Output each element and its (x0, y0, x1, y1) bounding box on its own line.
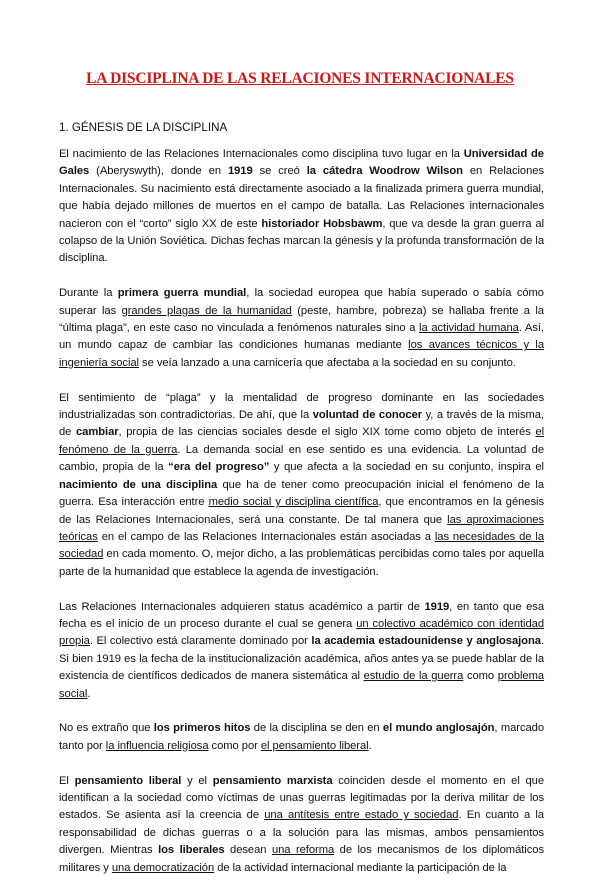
bold-text: pensamiento liberal (74, 774, 182, 787)
text-run: . Si bien 1919 es la fecha de la institucionalización académica, años antes ya se puede hablar de la existencia de científicos dedicados de manera sistemática al (59, 635, 544, 683)
bold-text: 1919 (227, 165, 253, 178)
underlined-text: una democratización (111, 861, 215, 874)
text-run: y que afecta a la sociedad en su conjunto, inspira el (269, 461, 544, 474)
underlined-text: los avances técnicos y la ingeniería social (59, 339, 544, 369)
text-run: El sentimiento de “plaga” y la mentalidad de progreso dominante en las sociedades industrializadas son contradictorias. De ahí, que la (59, 391, 544, 422)
underlined-text: la influencia religiosa (105, 739, 209, 752)
text-run: de los mecanismos de los diplomáticos militares y (59, 844, 544, 874)
text-run: . (368, 739, 372, 752)
bold-text: los primeros hitos (153, 722, 251, 735)
text-run: (Aberyswyth), donde en (89, 165, 228, 178)
bold-text: cambiar (75, 426, 119, 439)
underlined-text: estudio de la guerra (363, 670, 464, 683)
paragraph (59, 146, 544, 268)
text-run: de la actividad internacional mediante la participación de la (214, 861, 507, 874)
bold-text: los liberales (158, 844, 225, 857)
text-run: (peste, hambre, pobreza) se hallaba frente a la “última plaga”, en este caso no vinculada a fenómenos naturales sino a (59, 304, 544, 335)
text-run: , que encontramos en la génesis de las Relaciones Internacionales, será una constante. De tal manera que (59, 496, 544, 526)
underlined-text: grandes plagas de la humanidad (121, 304, 292, 317)
bold-text: Universidad de Gales (59, 148, 544, 178)
text-run: en cada momento. O, mejor dicho, a las problemáticas percibidas como tales por aquella parte de la humanidad que establece la agenda de investigación. (59, 548, 544, 578)
text-run: se veía lanzado a una carnicería que afectaba a la sociedad en su conjunto. (139, 356, 516, 369)
bold-text: la academia estadounidense y anglosajona (311, 635, 541, 648)
text-run: en el campo de las Relaciones Internacionales están asociadas a (97, 530, 435, 543)
text-run: No es extraño que (59, 722, 154, 735)
text-run: Las Relaciones Internacionales adquieren status académico a partir de (59, 600, 425, 613)
text-run: en Relaciones Internacionales. Su nacimiento está directamente asociado a la finalizada primera guerra mundial, que había dejado millones de muertos en el campo de batalla. Las Relaciones internacionales nacieron con el “corto” siglo XX de este (59, 165, 544, 230)
text-run: coinciden desde el momento en el que identifican a la sociedad como víctimas de unas guerras legitimadas por la deriva militar de los estados. Se asienta así la creencia de (59, 774, 545, 822)
underlined-text: las necesidades de la sociedad (59, 530, 544, 561)
underlined-text: problema social (59, 670, 545, 700)
text-run: de la disciplina se den en (250, 722, 383, 735)
section-heading: 1. GÉNESIS DE LA DISCIPLINA (59, 121, 228, 134)
underlined-text: una antítesis entre estado y sociedad (264, 809, 459, 822)
text-run: , la sociedad europea que había superado o sabía cómo superar las (59, 287, 544, 317)
underlined-text: la actividad humana (419, 322, 519, 335)
paragraph (59, 720, 544, 755)
text-run: como (463, 670, 498, 683)
text-run: como por (208, 739, 261, 752)
text-run: . El colectivo está claramente dominado por (89, 635, 312, 648)
text-run: . Así, un mundo capaz de cambiar las condiciones humanas mediante (59, 322, 544, 352)
text-run: Durante la (59, 287, 118, 300)
bold-text: primera guerra mundial (117, 287, 247, 300)
paragraph (59, 773, 544, 877)
underlined-text: el pensamiento liberal (260, 739, 369, 752)
underlined-text: una reforma (271, 844, 335, 857)
bold-text: “era del progreso” (168, 461, 270, 474)
text-run: , propia de las ciencias sociales desde el siglo XIX tome como objeto de interés (118, 426, 536, 439)
underlined-text: medio social y disciplina científica (208, 496, 379, 509)
text-run: desean (224, 844, 272, 857)
text-run: . La demanda social en ese sentido es una evidencia. La voluntad de cambio, propia de la (59, 443, 545, 474)
text-run: , que va desde la gran guerra al colapso de la Unión Soviética. Dichas fechas marcan la génesis y la profunda transformación de la disciplina. (59, 217, 545, 265)
document-title: LA DISCIPLINA DE LAS RELACIONES INTERNACIONALES (86, 70, 514, 87)
paragraph (59, 599, 544, 703)
paragraph (59, 390, 544, 581)
bold-text: la cátedra Woodrow Wilson (306, 165, 463, 178)
underlined-text: las aproximaciones teóricas (59, 513, 544, 543)
bold-text: nacimiento de una disciplina (59, 478, 218, 491)
underlined-text: un colectivo académico con identidad propia (59, 617, 545, 648)
underlined-text: el fenómeno de la guerra (59, 426, 545, 456)
text-run: , en tanto que esa fecha es el inicio de un proceso durante el cual se genera (59, 600, 545, 630)
text-run: y el (181, 774, 213, 787)
text-run: y, a través de la misma, de (59, 409, 544, 439)
text-run: . (87, 687, 91, 700)
bold-text: 1919 (424, 600, 450, 613)
bold-text: historiador Hobsbawm (261, 217, 383, 230)
text-run: se creó (252, 165, 307, 178)
paragraph (59, 285, 544, 372)
bold-text: voluntad de conocer (312, 409, 423, 422)
text-run: , marcado tanto por (59, 722, 545, 752)
text-run: . En cuanto a la responsabilidad de dichas guerras o a la solución para las mismas, ambos pensamientos divergen. Mientras (59, 809, 544, 857)
document-body (59, 146, 544, 894)
bold-text: el mundo anglosajón (382, 722, 495, 735)
text-run: que ha de tener como preocupación inicial el fenómeno de la guerra. Esa interacción entre (59, 478, 545, 509)
text-run: El nacimiento de las Relaciones Internacionales como disciplina tuvo lugar en la (59, 148, 464, 160)
text-run: El (59, 774, 75, 787)
bold-text: pensamiento marxista (212, 774, 333, 787)
